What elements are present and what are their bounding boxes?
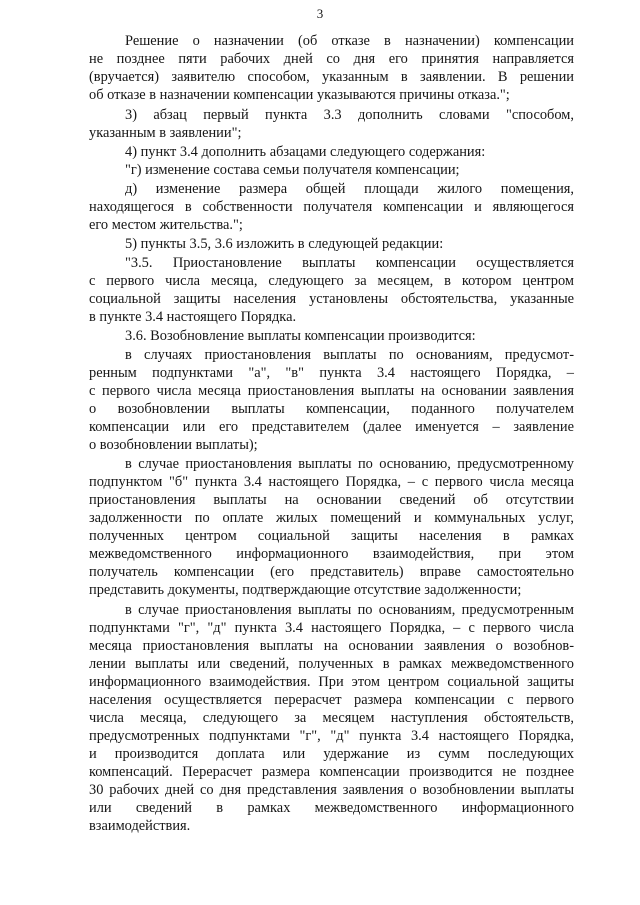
text-line: "г) изменение состава семьи получателя компенсации; bbox=[125, 162, 460, 178]
text-line: приостановления выплаты на основании сведений об отсутствии bbox=[89, 492, 574, 508]
text-line: его местом жительства."; bbox=[89, 217, 243, 233]
text-line: или сведений в рамках межведомственного информационного bbox=[89, 800, 574, 816]
text-line: в случае приостановления выплаты по основаниям, предусмотренным bbox=[125, 602, 574, 618]
text-line: в случае приостановления выплаты по основанию, предусмотренному bbox=[125, 456, 574, 472]
text-line: 5) пункты 3.5, 3.6 изложить в следующей редакции: bbox=[125, 236, 444, 252]
text-line: указанным в заявлении"; bbox=[89, 125, 242, 141]
text-line: с первого числа месяца приостановления выплаты на основании заявления bbox=[89, 383, 574, 399]
text-line: представить документы, подтверждающие отсутствие задолженности; bbox=[89, 582, 522, 598]
text-line: полученных центром социальной защиты населения в рамках bbox=[89, 528, 574, 544]
text-line: подпунктом "б" пункта 3.4 настоящего Порядка, – с первого числа месяца bbox=[89, 474, 574, 490]
text-line: компенсаций. Перерасчет размера компенсации производится не позднее bbox=[89, 764, 574, 780]
text-line: взаимодействия. bbox=[89, 818, 191, 834]
text-line: Решение о назначении (об отказе в назначении) компенсации bbox=[125, 33, 574, 49]
text-line: о возобновлении выплаты); bbox=[89, 437, 258, 453]
text-line: д) изменение размера общей площади жилого помещения, bbox=[125, 181, 574, 197]
text-line: задолженности по оплате жилых помещений и коммунальных услуг, bbox=[89, 510, 574, 526]
text-line: 30 рабочих дней со дня представления заявления о возобновлении выплаты bbox=[89, 782, 574, 798]
text-line: 3.6. Возобновление выплаты компенсации производится: bbox=[125, 328, 476, 344]
text-line: лении выплаты или сведений, полученных в рамках межведомственного bbox=[89, 656, 574, 672]
text-line: предусмотренных подпунктами "г", "д" пункта 3.4 настоящего Порядка, bbox=[89, 728, 574, 744]
text-line: ренным подпунктами "а", "в" пункта 3.4 настоящего Порядка, – bbox=[89, 365, 574, 381]
text-line: 3) абзац первый пункта 3.3 дополнить словами "способом, bbox=[125, 107, 574, 123]
text-line: межведомственного информационного взаимодействия, при этом bbox=[89, 546, 574, 562]
text-line: подпунктами "г", "д" пункта 3.4 настоящего Порядка, – с первого числа bbox=[89, 620, 574, 636]
text-line: и производится доплата или удержание из сумм последующих bbox=[89, 746, 574, 762]
text-line: находящегося в собственности получателя компенсации и являющегося bbox=[89, 199, 574, 215]
text-line: в пункте 3.4 настоящего Порядка. bbox=[89, 309, 297, 325]
text-line: не позднее пяти рабочих дней со дня его принятия направляется bbox=[89, 51, 574, 67]
text-line: о возобновлении выплаты компенсации, поданного получателем bbox=[89, 401, 574, 417]
text-line: с первого числа месяца, следующего за месяцем, в котором центром bbox=[89, 273, 574, 289]
text-line: компенсации или его представителем (далее именуется – заявление bbox=[89, 419, 574, 435]
page-number: 3 bbox=[316, 6, 324, 21]
text-line: числа месяца, следующего за месяцем наступления обстоятельств, bbox=[89, 710, 574, 726]
text-line: информационного взаимодействия. При этом центром социальной защиты bbox=[89, 674, 574, 690]
text-line: в случаях приостановления выплаты по основаниям, предусмот- bbox=[125, 347, 574, 363]
text-line: населения осуществляется перерасчет размера компенсации с первого bbox=[89, 692, 574, 708]
text-line: 4) пункт 3.4 дополнить абзацами следующего содержания: bbox=[125, 144, 486, 160]
text-line: месяца приостановления выплаты на основании заявления о возобнов- bbox=[89, 638, 574, 654]
text-line: об отказе в назначении компенсации указываются причины отказа."; bbox=[89, 87, 510, 103]
text-line: социальной защиты населения установлены обстоятельства, указанные bbox=[89, 291, 574, 307]
text-line: (вручается) заявителю способом, указанным в заявлении. В решении bbox=[89, 69, 574, 85]
text-line: получатель компенсации (его представитель) вправе самостоятельно bbox=[89, 564, 574, 580]
text-line: "3.5. Приостановление выплаты компенсации осуществляется bbox=[125, 255, 574, 271]
